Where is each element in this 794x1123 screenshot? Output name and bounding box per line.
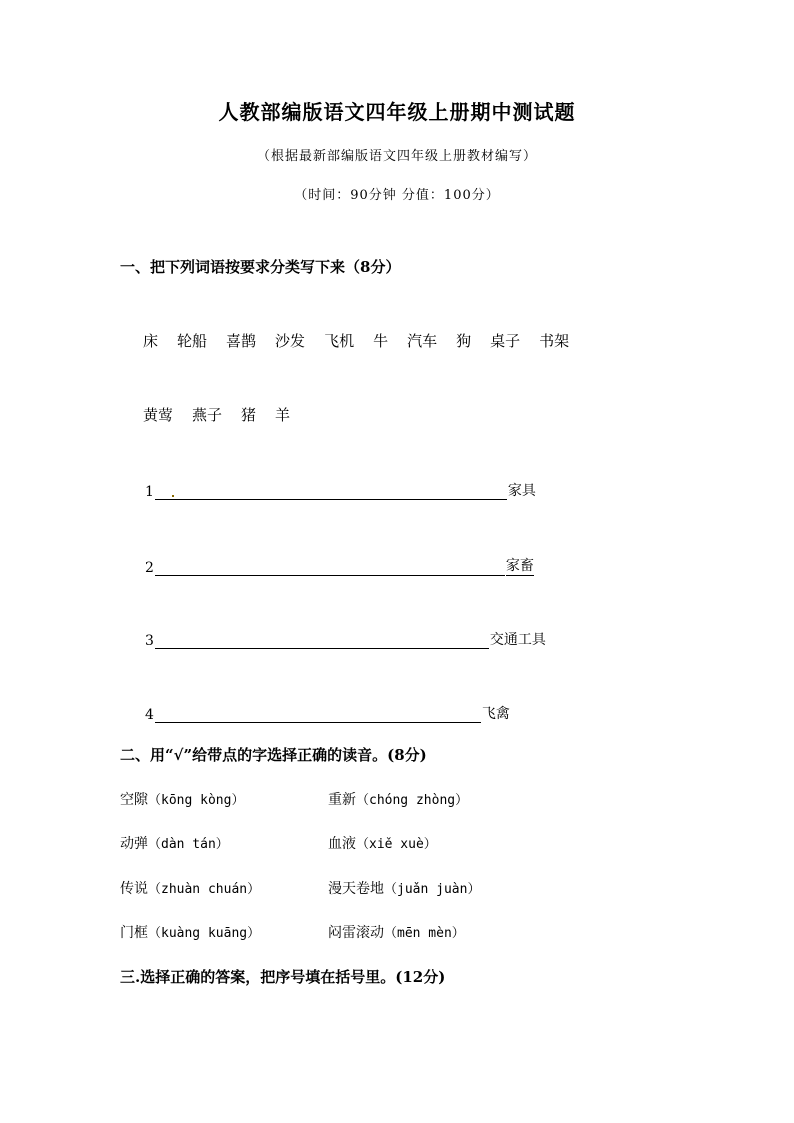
word-item: 喜鹊 bbox=[226, 332, 257, 350]
word-item: 狗 bbox=[456, 332, 472, 350]
word-item: 床 bbox=[143, 332, 159, 350]
blank-number: 2 bbox=[145, 560, 154, 576]
page-subtitle: （根据最新部编版语文四年级上册教材编写） bbox=[256, 149, 537, 164]
word-item: 书架 bbox=[539, 332, 570, 350]
section3-heading: 三.选择正确的答案，把序号填在括号里。(12分) bbox=[120, 968, 446, 986]
section1-heading: 一、把下列词语按要求分类写下来（8分） bbox=[120, 258, 401, 276]
answer-blank[interactable] bbox=[155, 706, 481, 723]
pinyin-item: 血液（xiě xuè） bbox=[328, 836, 437, 852]
blank-category: 家具 bbox=[507, 483, 536, 499]
fill-blank-4 bbox=[145, 703, 510, 723]
pinyin-item: 门框（kuàng kuāng） bbox=[120, 925, 261, 941]
blank-category: 飞禽 bbox=[481, 706, 510, 722]
word-item: 羊 bbox=[275, 406, 291, 424]
word-item: 牛 bbox=[373, 332, 389, 350]
blank-category: 家畜 bbox=[506, 555, 534, 576]
word-item: 黄莺 bbox=[143, 406, 174, 424]
page-title: 人教部编版语文四年级上册期中测试题 bbox=[218, 100, 576, 124]
pinyin-item: 空隙（kōng kòng） bbox=[120, 792, 245, 808]
fill-blank-3 bbox=[145, 629, 546, 649]
word-item: 燕子 bbox=[192, 406, 223, 424]
word-list-row1 bbox=[143, 330, 588, 351]
word-item: 飞机 bbox=[324, 332, 355, 350]
pinyin-item: 漫天卷地（juǎn juàn） bbox=[328, 881, 481, 897]
fill-blank-2 bbox=[145, 555, 534, 576]
answer-blank[interactable] bbox=[155, 483, 507, 500]
word-item: 汽车 bbox=[407, 332, 438, 350]
pinyin-item: 闷雷滚动（mēn mèn） bbox=[328, 925, 465, 941]
word-item: 轮船 bbox=[177, 332, 208, 350]
blank-number: 1 bbox=[145, 484, 154, 500]
answer-blank[interactable] bbox=[155, 559, 505, 576]
pinyin-item: 动弹（dàn tán） bbox=[120, 836, 229, 852]
time-info: （时间：90分钟 分值：100分） bbox=[294, 188, 500, 203]
answer-blank[interactable] bbox=[155, 632, 489, 649]
blank-number: 4 bbox=[145, 707, 154, 723]
pinyin-item: 重新（chóng zhòng） bbox=[328, 792, 469, 808]
fill-blank-1 bbox=[145, 480, 536, 500]
blank-number: 3 bbox=[145, 633, 154, 649]
pinyin-item: 传说（zhuàn chuán） bbox=[120, 881, 261, 897]
section2-heading: 二、用“√”给带点的字选择正确的读音。(8分) bbox=[120, 746, 427, 764]
blank-category: 交通工具 bbox=[489, 632, 546, 648]
word-item: 沙发 bbox=[275, 332, 306, 350]
word-item: 猪 bbox=[241, 406, 257, 424]
word-item: 桌子 bbox=[490, 332, 521, 350]
word-list-row2 bbox=[143, 404, 309, 425]
